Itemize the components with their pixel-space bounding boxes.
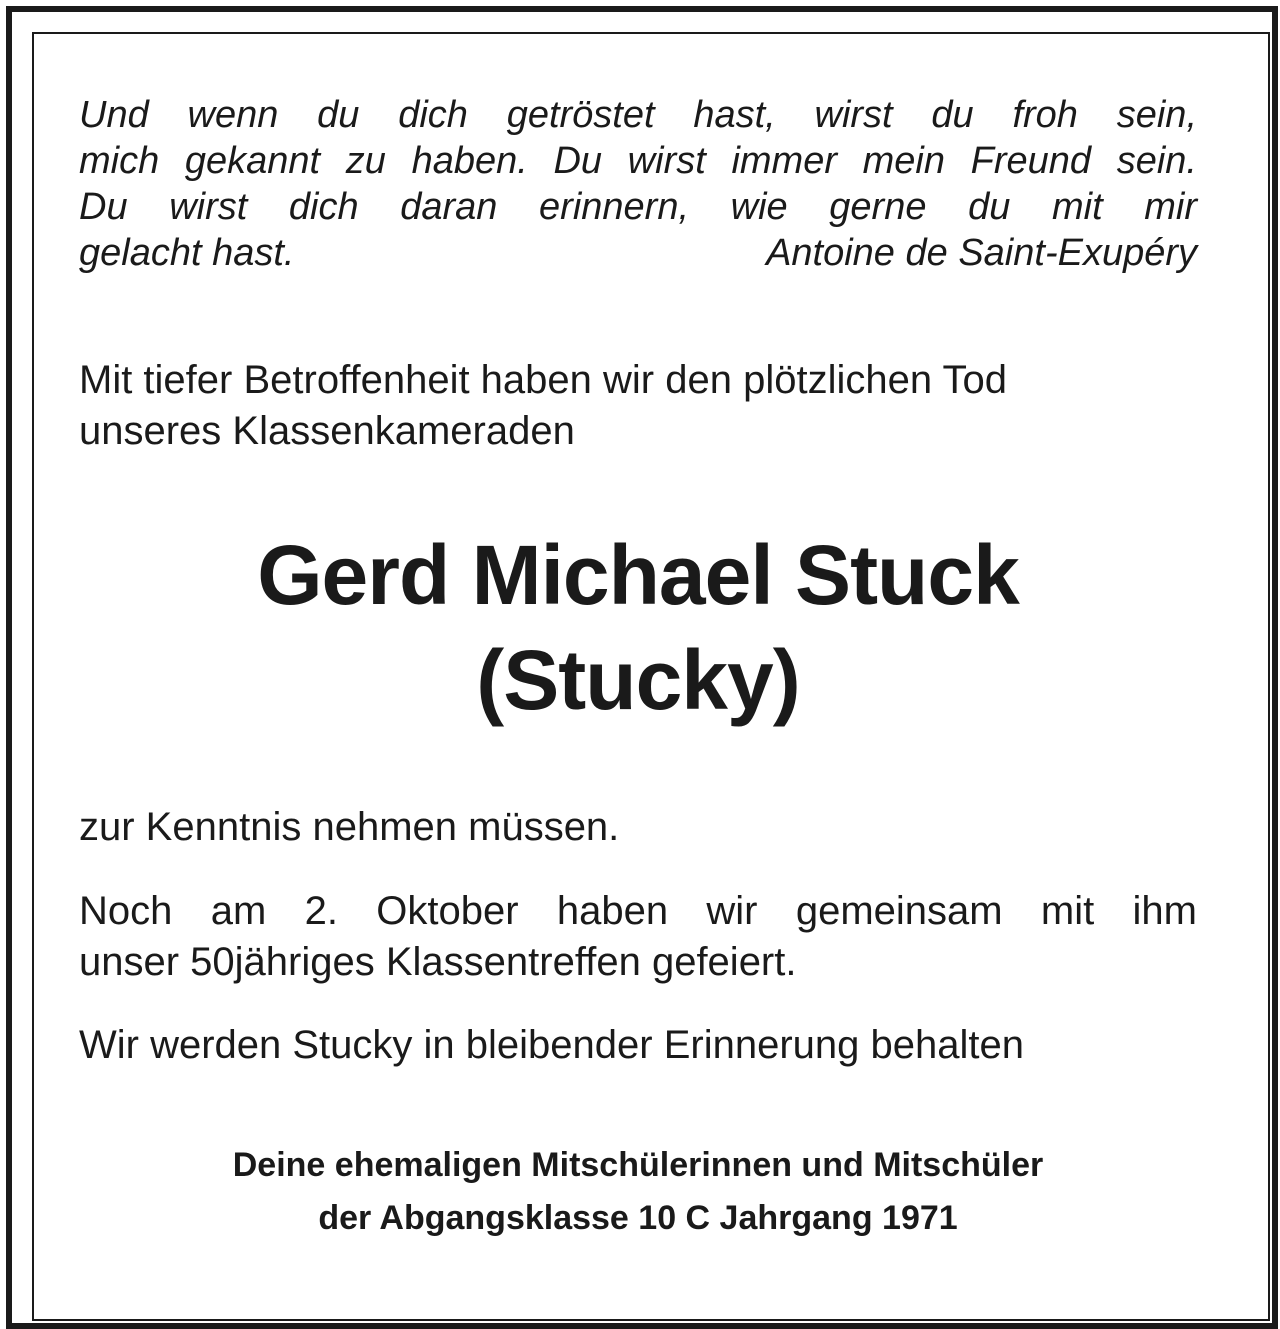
signature-line: Deine ehemaligen Mitschülerinnen und Mitschüler <box>232 1146 1044 1184</box>
erinnerung-text: Wir werden Stucky in bleibender Erinnerung behalten <box>79 1023 1024 1067</box>
quote-line: Du wirst dich daran erinnern, wie gerne du mit mir <box>79 186 1197 228</box>
signature-line: der Abgangsklasse 10 C Jahrgang 1971 <box>318 1199 958 1237</box>
deceased-nickname: (Stucky) <box>476 633 800 727</box>
intro-paragraph <box>79 355 1197 457</box>
treffen-paragraph <box>79 886 1197 988</box>
quote-block <box>79 92 1197 276</box>
intro-line: unseres Klassenkameraden <box>79 409 575 453</box>
quote-line: mich gekannt zu haben. Du wirst immer mein Freund sein. <box>79 140 1197 182</box>
kenntnis-text: zur Kenntnis nehmen müssen. <box>79 805 620 849</box>
deceased-name: Gerd Michael Stuck <box>257 528 1019 622</box>
treffen-line: unser 50jähriges Klassentreffen gefeiert. <box>79 940 797 984</box>
treffen-line: Noch am 2. Oktober haben wir gemeinsam mit ihm <box>79 889 1197 933</box>
quote-author: Antoine de Saint-Exupéry <box>766 232 1197 274</box>
quote-last-line <box>79 230 1197 276</box>
quote-line: Und wenn du dich getröstet hast, wirst du froh sein, <box>79 94 1197 136</box>
intro-line: Mit tiefer Betroffenheit haben wir den plötzlichen Tod <box>79 358 1007 402</box>
quote-line: gelacht hast. <box>79 232 295 274</box>
